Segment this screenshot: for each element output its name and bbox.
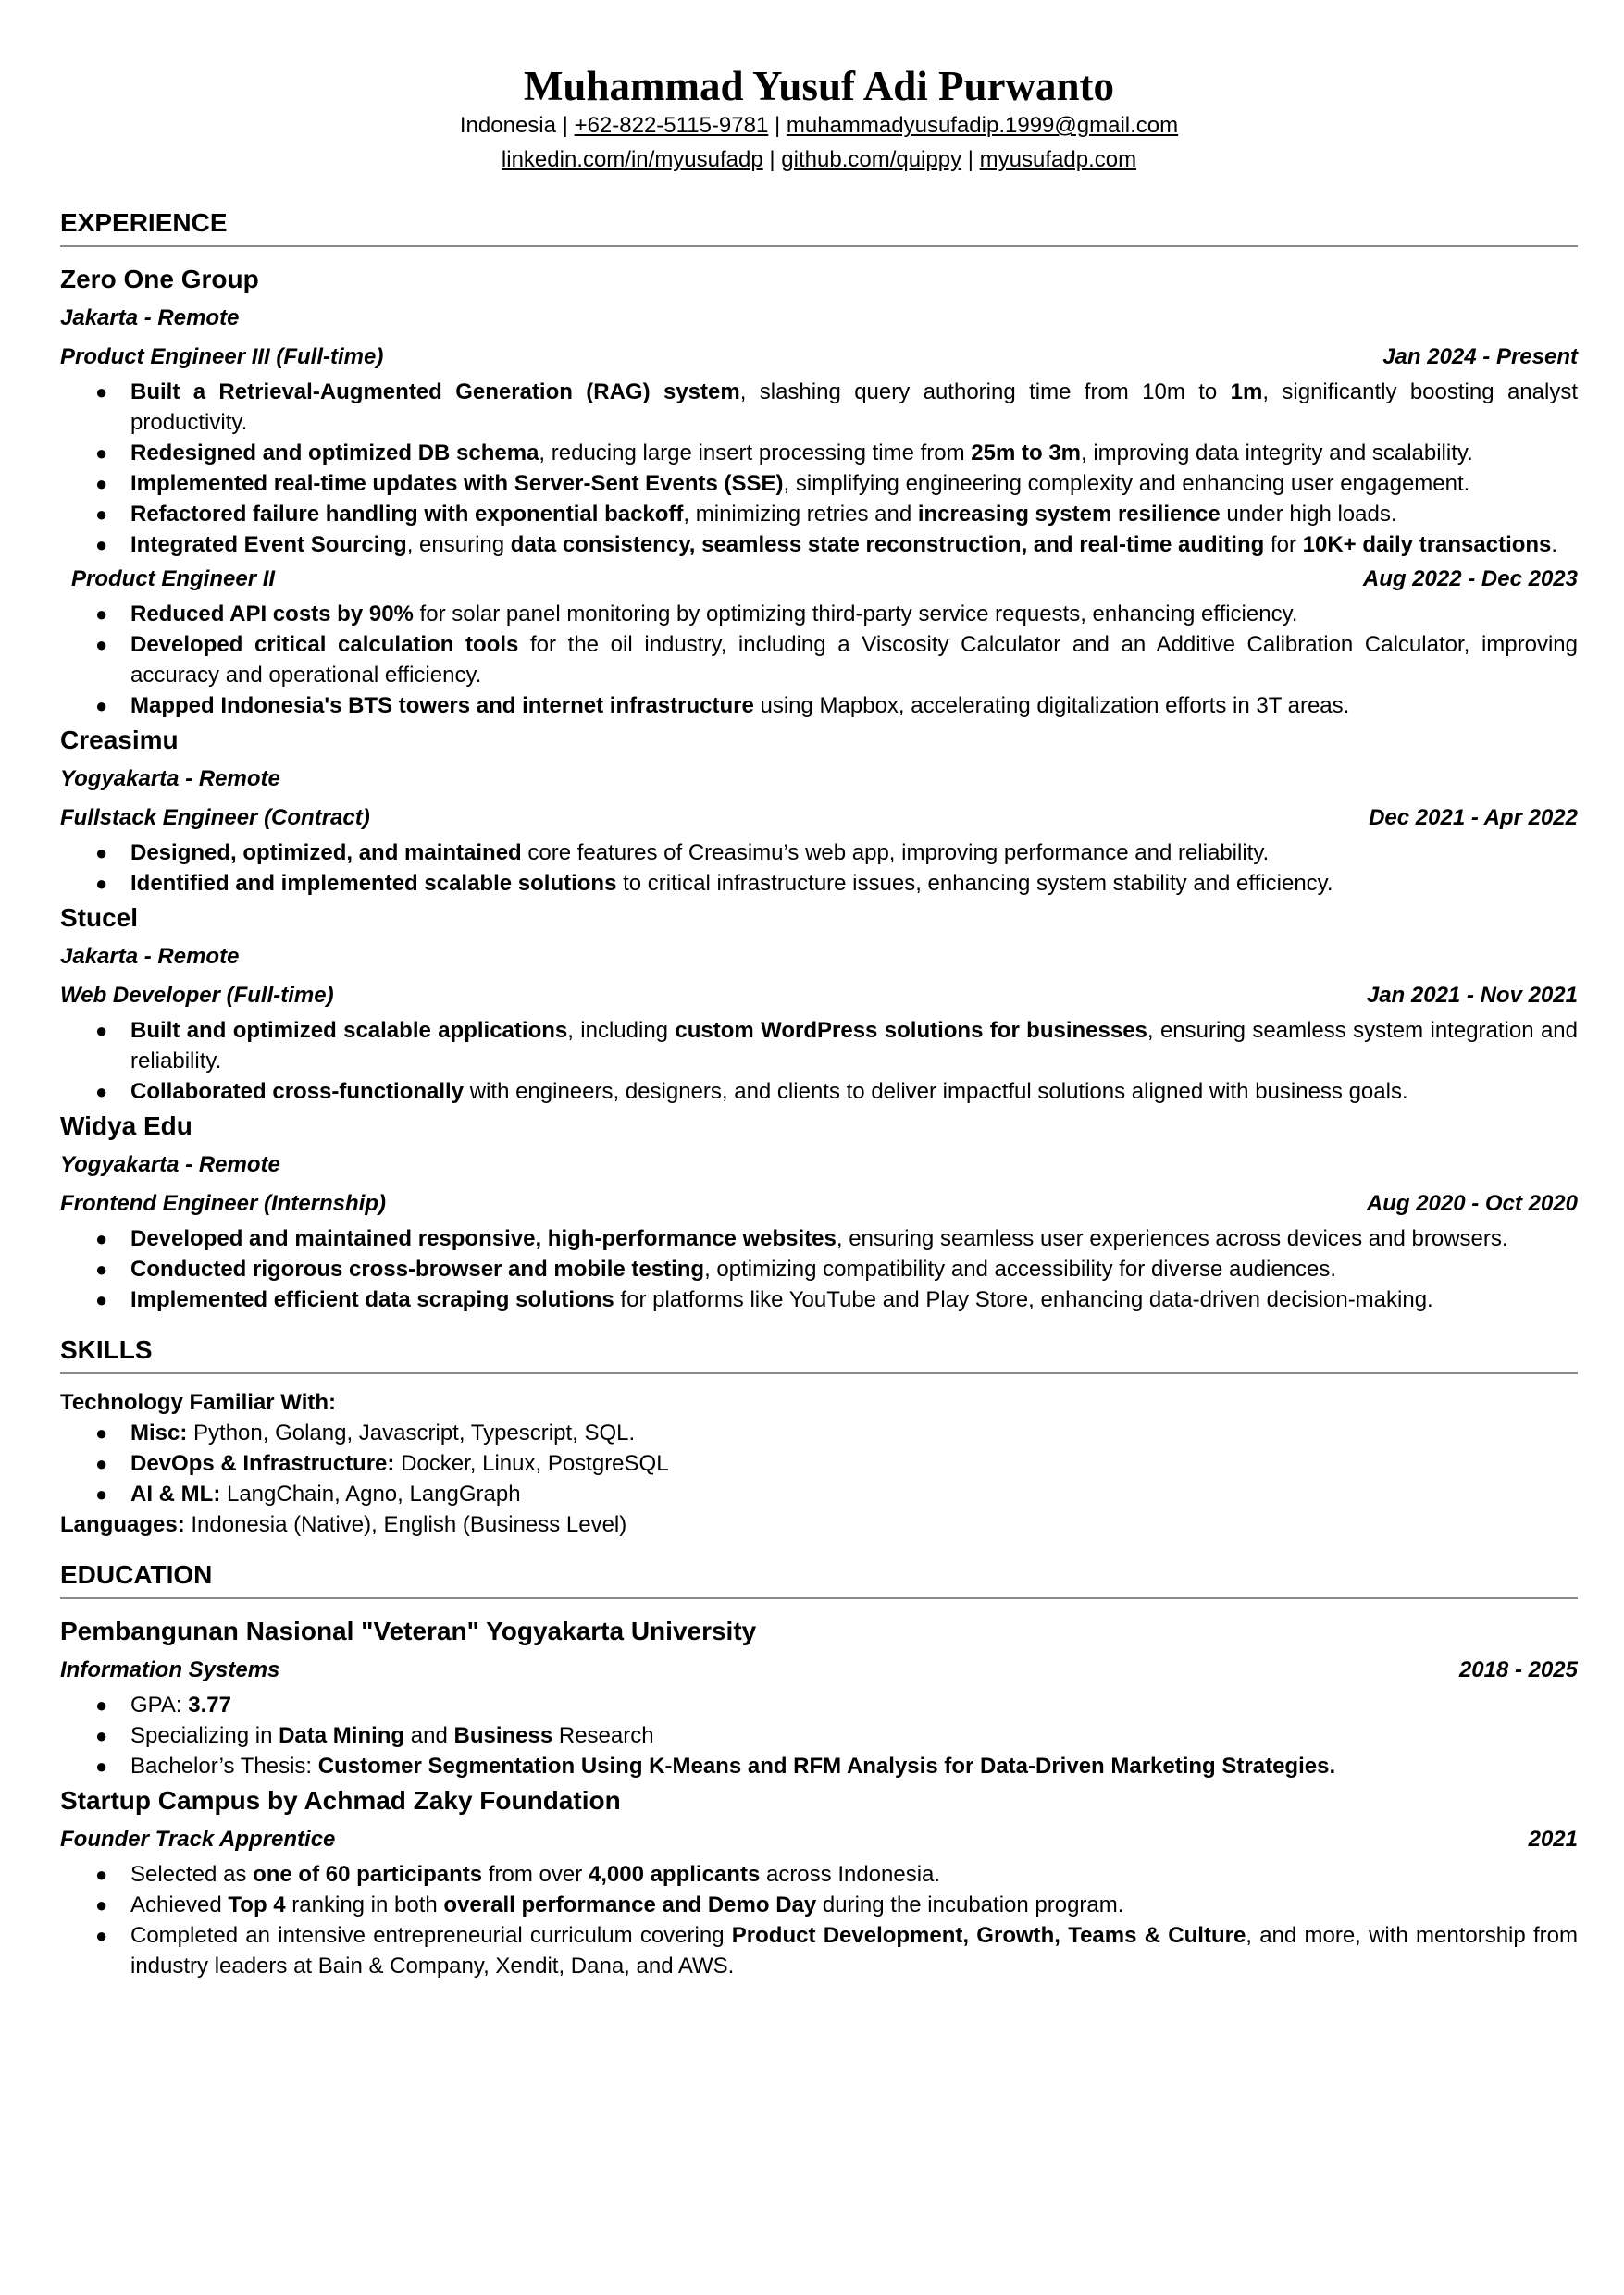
bold-text: Misc: — [130, 1420, 188, 1446]
list-item — [60, 629, 1578, 690]
bold-text: 3.77 — [188, 1693, 231, 1718]
bold-text: one of 60 participants — [253, 1862, 483, 1888]
text: Selected as — [130, 1862, 254, 1888]
role-row — [60, 1820, 1578, 1859]
bullet-icon: ● — [95, 1893, 108, 1917]
bullet-icon: ● — [95, 694, 108, 718]
email-link[interactable]: muhammadyusufadip.1999@gmail.com — [786, 113, 1179, 139]
text: and — [404, 1723, 454, 1749]
role-row — [60, 799, 1578, 837]
list-item — [60, 1254, 1578, 1284]
bullet-icon: ● — [95, 533, 108, 557]
bold-text: Redesigned and optimized DB schema — [130, 440, 539, 466]
bullet-list — [60, 1859, 1578, 1981]
bullet-icon: ● — [95, 841, 108, 865]
bullet-list — [60, 599, 1578, 721]
list-item — [60, 377, 1578, 438]
list-item — [60, 690, 1578, 721]
text: Bachelor’s Thesis: — [130, 1754, 318, 1780]
text: with engineers, designers, and clients to deliver impactful solutions aligned with business goals. — [464, 1079, 1408, 1105]
bold-text: increasing system resilience — [917, 502, 1221, 527]
text: core features of Creasimu’s web app, improving performance and reliability. — [521, 840, 1270, 866]
bullet-list — [60, 837, 1578, 899]
role-title: Fullstack Engineer (Contract) — [60, 805, 370, 831]
skills-list — [60, 1418, 1578, 1509]
languages-value: Indonesia (Native), English (Business Level) — [184, 1512, 627, 1538]
role-title: Information Systems — [60, 1657, 280, 1683]
list-item — [60, 1479, 1578, 1509]
list-item — [60, 499, 1578, 529]
text: Docker, Linux, PostgreSQL — [394, 1451, 669, 1477]
bullet-icon: ● — [95, 1421, 108, 1445]
text: , ensuring seamless system integration and reliability. — [130, 1018, 1578, 1074]
text: , ensuring — [406, 532, 511, 558]
text: for — [1264, 532, 1303, 558]
bold-text: 10K+ daily transactions — [1302, 532, 1552, 558]
education-heading: EDUCATION — [60, 1560, 1578, 1599]
bullet-icon: ● — [95, 1482, 108, 1507]
role-date: Jan 2021 - Nov 2021 — [1366, 983, 1578, 1009]
bullet-list — [60, 1690, 1578, 1781]
text: GPA: — [130, 1693, 189, 1718]
bold-text: AI & ML: — [130, 1482, 221, 1507]
bold-text: 4,000 applicants — [588, 1862, 761, 1888]
experience-list — [60, 260, 1578, 1315]
experience-heading: EXPERIENCE — [60, 208, 1578, 247]
text: from over — [482, 1862, 589, 1888]
github-link[interactable]: github.com/quippy — [781, 147, 962, 173]
list-item — [60, 1690, 1578, 1720]
bullet-icon: ● — [95, 380, 108, 404]
text: for platforms like YouTube and Play Store, enhancing data-driven decision-making. — [614, 1287, 1433, 1313]
bold-text: Business — [453, 1723, 553, 1749]
text: Completed an intensive entrepreneurial curriculum covering — [130, 1923, 732, 1949]
text: , minimizing retries and — [683, 502, 918, 527]
bold-text: Built and optimized scalable applications — [130, 1018, 568, 1044]
text: across Indonesia. — [760, 1862, 941, 1888]
bold-text: data consistency, seamless state reconstruction, and real-time auditing — [510, 532, 1265, 558]
bullet-icon: ● — [95, 1019, 108, 1043]
org-location: Jakarta - Remote — [60, 944, 240, 970]
text: , improving data integrity and scalability. — [1081, 440, 1473, 466]
org-name: Pembangunan Nasional "Veteran" Yogyakarta University — [60, 1617, 757, 1646]
bold-text: Implemented efficient data scraping solutions — [130, 1287, 614, 1313]
role-date: Aug 2022 - Dec 2023 — [1362, 566, 1578, 592]
text: Research — [552, 1723, 654, 1749]
bullet-icon: ● — [95, 872, 108, 896]
bullet-list — [60, 1223, 1578, 1315]
text: under high loads. — [1220, 502, 1397, 527]
text: to critical infrastructure issues, enhancing system stability and efficiency. — [616, 871, 1333, 897]
text: Python, Golang, Javascript, Typescript, SQL. — [187, 1420, 636, 1446]
bullet-icon: ● — [95, 1227, 108, 1251]
role-date: Dec 2021 - Apr 2022 — [1369, 805, 1578, 831]
role-row — [60, 976, 1578, 1015]
list-item — [60, 1418, 1578, 1448]
org-name: Zero One Group — [60, 265, 259, 294]
list-item — [60, 1920, 1578, 1981]
text: , including — [567, 1018, 676, 1044]
role-title: Founder Track Apprentice — [60, 1827, 336, 1853]
list-item — [60, 1015, 1578, 1076]
bullet-icon: ● — [95, 602, 108, 626]
tech-heading: Technology Familiar With: — [60, 1390, 337, 1416]
bold-text: Reduced API costs by 90% — [130, 602, 414, 627]
bullet-icon: ● — [95, 1755, 108, 1779]
text: , reducing large insert processing time from — [539, 440, 972, 466]
contact-line-2: linkedin.com/in/myusufadp | github.com/quippy | myusufadp.com — [501, 147, 1137, 173]
role-title: Product Engineer III (Full-time) — [60, 344, 384, 370]
list-item — [60, 1223, 1578, 1254]
list-item — [60, 599, 1578, 629]
text: using Mapbox, accelerating digitalization efforts in 3T areas. — [753, 693, 1350, 719]
bold-text: custom WordPress solutions for businesses — [675, 1018, 1147, 1044]
bullet-list — [60, 1015, 1578, 1107]
text: , ensuring seamless user experiences across devices and browsers. — [836, 1226, 1508, 1252]
bold-text: Conducted rigorous cross-browser and mobile testing — [130, 1257, 705, 1283]
org-name: Stucel — [60, 903, 139, 933]
text: LangChain, Agno, LangGraph — [220, 1482, 521, 1507]
list-item — [60, 468, 1578, 499]
text: , and more, with mentorship from industry leaders at Bain & Company, Xendit, Dana, and AWS. — [130, 1923, 1578, 1979]
role-row — [60, 560, 1578, 599]
text: , simplifying engineering complexity and enhancing user engagement. — [783, 471, 1470, 497]
role-title: Web Developer (Full-time) — [60, 983, 334, 1009]
bold-text: Developed critical calculation tools — [130, 632, 519, 658]
bold-text: Integrated Event Sourcing — [130, 532, 407, 558]
bold-text: Built a Retrieval-Augmented Generation (RAG) system — [130, 379, 740, 405]
education-list — [60, 1612, 1578, 1981]
text: for solar panel monitoring by optimizing third-party service requests, enhancing efficiency. — [413, 602, 1298, 627]
bold-text: Data Mining — [279, 1723, 405, 1749]
role-title: Frontend Engineer (Internship) — [60, 1191, 386, 1217]
org-location: Yogyakarta - Remote — [60, 1152, 280, 1178]
candidate-name: Muhammad Yusuf Adi Purwanto — [523, 63, 1115, 109]
list-item — [60, 438, 1578, 468]
bullet-icon: ● — [95, 1693, 108, 1718]
bullet-icon: ● — [95, 1080, 108, 1104]
bullet-icon: ● — [95, 1452, 108, 1476]
text: , optimizing compatibility and accessibility for diverse audiences. — [704, 1257, 1337, 1283]
bold-text: Refactored failure handling with exponential backoff — [130, 502, 684, 527]
text: . — [1551, 532, 1558, 558]
org-name: Startup Campus by Achmad Zaky Foundation — [60, 1786, 621, 1816]
role-row — [60, 338, 1578, 377]
list-item — [60, 868, 1578, 899]
bold-text: Developed and maintained responsive, high-performance websites — [130, 1226, 837, 1252]
website-link[interactable]: myusufadp.com — [979, 147, 1137, 173]
languages-label: Languages: — [60, 1512, 185, 1538]
text: Achieved — [130, 1892, 229, 1918]
bullet-icon: ● — [95, 1924, 108, 1948]
bold-text: Top 4 — [228, 1892, 286, 1918]
resume-page — [60, 65, 1578, 1981]
bold-text: Implemented real-time updates with Server-Sent Events (SSE) — [130, 471, 784, 497]
bullet-icon: ● — [95, 1863, 108, 1887]
list-item — [60, 1859, 1578, 1890]
text: , significantly boosting analyst productivity. — [130, 379, 1578, 436]
list-item — [60, 1284, 1578, 1315]
text: ranking in both — [285, 1892, 444, 1918]
list-item — [60, 1076, 1578, 1107]
languages-line — [60, 1509, 1578, 1540]
org-name: Creasimu — [60, 726, 179, 755]
phone-link[interactable]: +62-822-5115-9781 — [574, 113, 769, 139]
bold-text: Collaborated cross-functionally — [130, 1079, 465, 1105]
bullet-icon: ● — [95, 633, 108, 657]
role-row — [60, 1185, 1578, 1223]
bold-text: overall performance and Demo Day — [443, 1892, 817, 1918]
role-title: Product Engineer II — [71, 566, 276, 592]
text: for the oil industry, including a Viscosity Calculator and an Additive Calibration Calculator, improving accuracy and operational efficiency. — [130, 632, 1578, 688]
contact-line-1: Indonesia | +62-822-5115-9781 | muhammadyusufadip.1999@gmail.com — [459, 113, 1179, 139]
bold-text: Identified and implemented scalable solutions — [130, 871, 617, 897]
location-text: Indonesia — [459, 113, 556, 139]
list-item — [60, 1448, 1578, 1479]
role-date: Aug 2020 - Oct 2020 — [1366, 1191, 1578, 1217]
bold-text: Customer Segmentation Using K-Means and RFM Analysis for Data-Driven Marketing Strategies. — [317, 1754, 1336, 1780]
bold-text: 1m — [1230, 379, 1263, 405]
list-item — [60, 529, 1578, 560]
bullet-list — [60, 377, 1578, 560]
text: during the incubation program. — [816, 1892, 1124, 1918]
role-row — [60, 1651, 1578, 1690]
bold-text: DevOps & Infrastructure: — [130, 1451, 395, 1477]
role-date: Jan 2024 - Present — [1382, 344, 1578, 370]
bold-text: Mapped Indonesia's BTS towers and internet infrastructure — [130, 693, 754, 719]
org-name: Widya Edu — [60, 1111, 192, 1141]
bold-text: Product Development, Growth, Teams & Culture — [731, 1923, 1246, 1949]
text: Specializing in — [130, 1723, 279, 1749]
list-item — [60, 1751, 1578, 1781]
list-item — [60, 1720, 1578, 1751]
bullet-icon: ● — [95, 1258, 108, 1282]
bullet-icon: ● — [95, 441, 108, 465]
bold-text: 25m to 3m — [971, 440, 1082, 466]
bold-text: Designed, optimized, and maintained — [130, 840, 522, 866]
linkedin-link[interactable]: linkedin.com/in/myusufadp — [501, 147, 763, 173]
bullet-icon: ● — [95, 502, 108, 527]
role-date: 2018 - 2025 — [1458, 1657, 1578, 1683]
text: , slashing query authoring time from 10m to — [739, 379, 1231, 405]
list-item — [60, 1890, 1578, 1920]
org-location: Yogyakarta - Remote — [60, 766, 280, 792]
list-item — [60, 837, 1578, 868]
org-location: Jakarta - Remote — [60, 305, 240, 331]
skills-heading: SKILLS — [60, 1335, 1578, 1374]
bullet-icon: ● — [95, 1288, 108, 1312]
role-date: 2021 — [1528, 1827, 1578, 1853]
bullet-icon: ● — [95, 1724, 108, 1748]
bullet-icon: ● — [95, 472, 108, 496]
